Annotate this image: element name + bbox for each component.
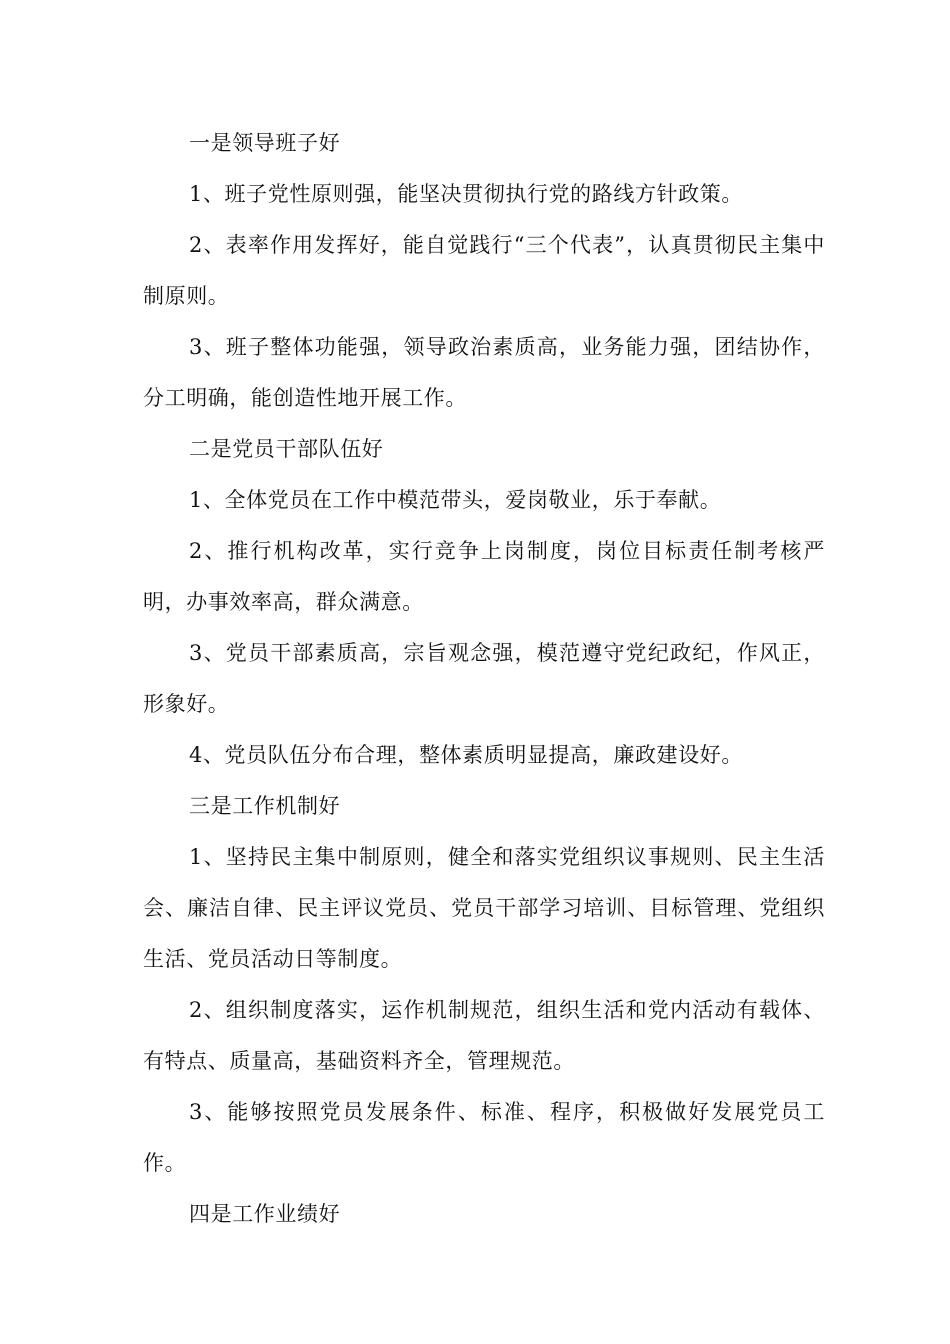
- paragraph: 2、推行机构改革，实行竞争上岗制度，岗位目标责任制考核严明，办事效率高，群众满意。: [143, 539, 825, 614]
- paragraph: 4、党员队伍分布合理，整体素质明显提高，廉政建设好。: [189, 743, 743, 767]
- paragraph: 3、班子整体功能强，领导政治素质高，业务能力强，团结协作，分工明确，能创造性地开展工作。: [143, 335, 825, 410]
- paragraph: 2、表率作用发挥好，能自觉践行“三个代表”，认真贯彻民主集中制原则。: [143, 233, 825, 308]
- section-heading-work-results: 四是工作业绩好: [189, 1202, 341, 1226]
- paragraph: 2、组织制度落实，运作机制规范，组织生活和党内活动有载体、有特点、质量高，基础资料齐全，管理规范。: [143, 998, 825, 1073]
- paragraph: 3、党员干部素质高，宗旨观念强，模范遵守党纪政纪，作风正，形象好。: [143, 641, 825, 716]
- document-body: [143, 118, 825, 1240]
- paragraph: 1、班子党性原则强，能坚决贯彻执行党的路线方针政策。: [189, 182, 743, 206]
- section-heading-work-mechanism: 三是工作机制好: [189, 794, 341, 818]
- section-heading-leadership: 一是领导班子好: [189, 131, 341, 155]
- paragraph: 1、坚持民主集中制原则，健全和落实党组织议事规则、民主生活会、廉洁自律、民主评议党员、党员干部学习培训、目标管理、党组织生活、党员活动日等制度。: [143, 845, 825, 971]
- paragraph: 3、能够按照党员发展条件、标准、程序，积极做好发展党员工作。: [143, 1100, 825, 1175]
- paragraph: 1、全体党员在工作中模范带头，爱岗敬业，乐于奉献。: [189, 488, 722, 512]
- section-heading-cadre-team: 二是党员干部队伍好: [189, 437, 384, 461]
